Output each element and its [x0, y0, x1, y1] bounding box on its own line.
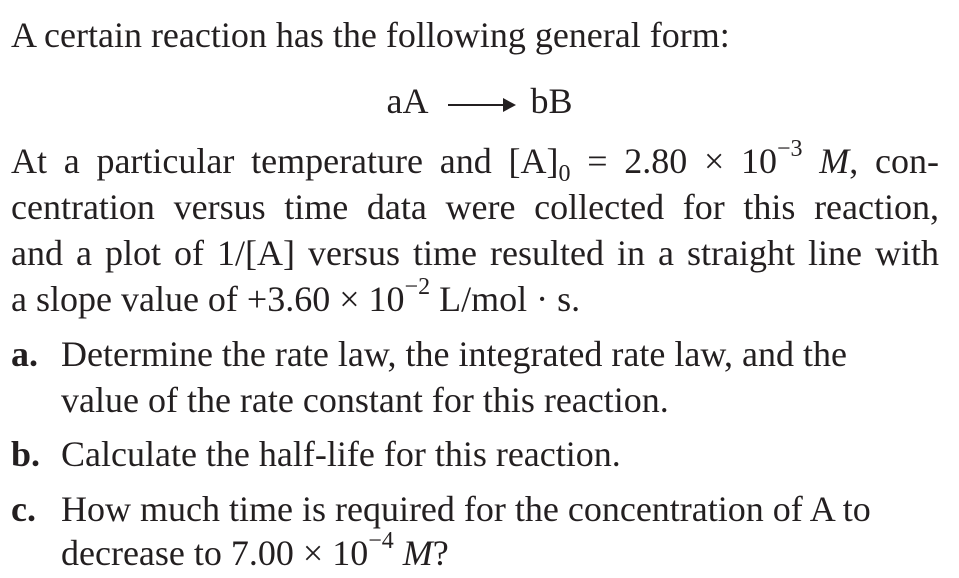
- equation-reactant: aA: [386, 81, 429, 121]
- reaction-equation: [0, 78, 959, 124]
- question-c-line-2: decrease to $7.00 \times 10^{-4}$ M?: [61, 528, 449, 573]
- equation-product: bB: [530, 81, 573, 121]
- question-b-line-1: Calculate the half-life for this reaction.: [61, 434, 621, 474]
- paragraph-line-3: and a plot of 1/[A] versus time resulted in a straight line with: [11, 233, 939, 273]
- paragraph-line-2: centration versus time data were collected for this reaction,: [11, 187, 939, 227]
- paragraph-line-4: a slope value of $+3.60 \times 10^{-2}$ L/mol · s.: [11, 274, 581, 319]
- question-b-marker: b.: [11, 434, 41, 474]
- question-a-line-1: Determine the rate law, the integrated rate law, and the: [61, 334, 847, 374]
- question-c-line-1: How much time is required for the concentration of A to: [61, 489, 871, 529]
- question-a-line-2: value of the rate constant for this reaction.: [61, 380, 669, 420]
- question-a-marker: a.: [11, 334, 38, 374]
- intro-text: A certain reaction has the following general form:: [11, 15, 730, 55]
- paragraph-line-1: At a particular temperature and $[A]_0 = 2.80 \times 10^{-3}$ M, con-: [11, 136, 940, 188]
- question-c-marker: c.: [11, 489, 36, 529]
- reaction-arrow-icon: [448, 95, 516, 115]
